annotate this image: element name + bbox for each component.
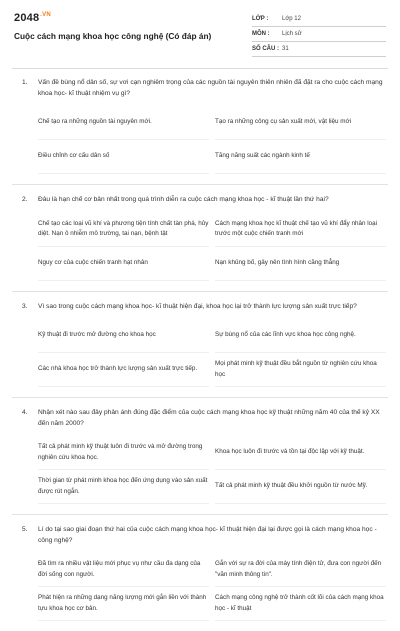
- question-stem: [22, 408, 386, 429]
- question-3: [0, 302, 400, 388]
- logo-suffix: .VN: [40, 12, 51, 18]
- answer-option-d[interactable]: Mọi phát minh kỹ thuật đều bắt nguồn từ nghiên cứu khoa học: [215, 353, 386, 387]
- answer-option-d[interactable]: Nạn khủng bố, gây nên tình hình căng thẳng: [215, 247, 386, 281]
- answer-option-b[interactable]: Sự bùng nổ của các lĩnh vực khoa học công nghệ.: [215, 319, 386, 353]
- question-divider: [12, 397, 388, 398]
- question-text: Vì sao trong cuộc cách mạng khoa học- kĩ thuật hiện đại, khoa học lại trở thành lực lượng sản xuất trực tiếp?: [38, 302, 357, 310]
- meta-value: Lịch sử: [282, 31, 302, 37]
- question-4: [0, 408, 400, 504]
- question-stem: [22, 195, 386, 206]
- question-number: 3.: [22, 302, 28, 310]
- question-number: 2.: [22, 196, 28, 203]
- question-number: 1.: [22, 79, 28, 86]
- answer-option-b[interactable]: Cách mạng khoa học kĩ thuật chế tạo vũ khí đẩy nhân loại trước một cuộc chiến tranh mới: [215, 213, 386, 247]
- question-divider: [12, 184, 388, 185]
- answer-option-d[interactable]: Tất cả phát minh kỹ thuật đều khởi nguồn từ nước Mỹ.: [215, 470, 386, 504]
- answer-option-d[interactable]: Tăng năng suất các ngành kinh tế: [215, 140, 386, 174]
- answer-option-b[interactable]: Khoa học luôn đi trước và tồn tại độc lập với kỹ thuật.: [215, 436, 386, 470]
- site-logo[interactable]: [14, 12, 51, 24]
- logo-text: 2048: [14, 12, 40, 24]
- answer-option-b[interactable]: Gắn với sự ra đời của máy tính điện tử, đưa con người đến "văn minh thông tin".: [215, 553, 386, 587]
- question-1: [0, 78, 400, 174]
- answer-option-d[interactable]: Cách mạng công nghệ trở thành cốt lõi của cách mạng khoa học - kĩ thuật: [215, 587, 386, 621]
- answer-option-c[interactable]: Thời gian từ phát minh khoa học đến ứng dụng vào sản xuất được rút ngắn.: [38, 470, 209, 504]
- header-divider: [12, 68, 388, 69]
- meta-table: [252, 12, 386, 57]
- question-stem: [22, 525, 386, 546]
- question-number: 5.: [22, 526, 28, 533]
- question-list: [0, 78, 400, 631]
- question-number: 4.: [22, 409, 28, 416]
- meta-row-count: [252, 42, 386, 57]
- answer-option-a[interactable]: Chế tạo các loại vũ khí và phương tiện tính chất tàn phá, hủy diệt. Nạn ô nhiễm mô trường, tai nạn, bệnh tật: [38, 213, 209, 247]
- meta-key: MÔN :: [252, 31, 270, 37]
- question-stem: [22, 78, 386, 99]
- meta-value: 31: [282, 46, 289, 52]
- answer-option-c[interactable]: Phát hiện ra những dạng năng lượng mới gắn liền với thành tựu khoa học cơ bản.: [38, 587, 209, 621]
- answer-option-a[interactable]: Kỹ thuật đi trước mở đường cho khoa học: [38, 319, 209, 353]
- document-header: [0, 0, 400, 68]
- answer-options: [38, 436, 386, 504]
- answer-options: [38, 319, 386, 387]
- answer-option-a[interactable]: Tất cả phát minh kỹ thuật luôn đi trước và mở đường trong nghiên cứu khoa học.: [38, 436, 209, 470]
- question-text: Vấn đề bùng nổ dân số, sự vơi cạn nghiêm trọng của các nguồn tài nguyên thiên nhiên đã đặt ra cho cuộc cách mạng khoa học- kĩ thuật nhiệm vụ gì?: [38, 79, 383, 97]
- answer-option-c[interactable]: Nguy cơ của cuộc chiến tranh hạt nhân: [38, 247, 209, 281]
- question-stem: [22, 302, 386, 313]
- meta-value: Lớp 12: [282, 16, 301, 22]
- question-divider: [12, 291, 388, 292]
- question-text: Lí do tại sao giai đoạn thứ hai của cuộc cách mạng khoa học- kĩ thuật hiện đại lại được gọi là cách mạng khoa học - công nghệ?: [38, 526, 377, 544]
- question-text: Đâu là hạn chế cơ bản nhất trong quá trình diễn ra cuộc cách mạng khoa học - kĩ thuật lần thứ hai?: [38, 196, 329, 203]
- meta-key: SỐ CÂU :: [252, 46, 279, 52]
- answer-options: [38, 213, 386, 281]
- meta-key: LỚP :: [252, 16, 269, 22]
- answer-options: [38, 553, 386, 621]
- question-divider: [12, 514, 388, 515]
- meta-row-subject: [252, 27, 386, 42]
- question-text: Nhận xét nào sau đây phản ánh đúng đặc điểm của cuộc cách mạng khoa học kỹ thuật những năm 40 của thế kỷ XX đến năm 2000?: [38, 409, 380, 427]
- document-title: Cuộc cách mạng khoa học công nghệ (Có đáp án): [14, 31, 212, 41]
- answer-option-c[interactable]: Điều chỉnh cơ cấu dân số: [38, 140, 209, 174]
- answer-option-a[interactable]: Chế tạo ra những nguồn tài nguyên mới.: [38, 106, 209, 140]
- meta-row-grade: [252, 12, 386, 27]
- question-5: [0, 525, 400, 621]
- answer-options: [38, 106, 386, 174]
- answer-option-c[interactable]: Các nhà khoa học trở thành lực lượng sản xuất trực tiếp.: [38, 353, 209, 387]
- answer-option-a[interactable]: Đã tìm ra nhiều vật liệu mới phục vụ như cầu đa dạng của đời sống con người.: [38, 553, 209, 587]
- answer-option-b[interactable]: Tạo ra những công cụ sản xuất mới, vật liệu mới: [215, 106, 386, 140]
- question-2: [0, 195, 400, 281]
